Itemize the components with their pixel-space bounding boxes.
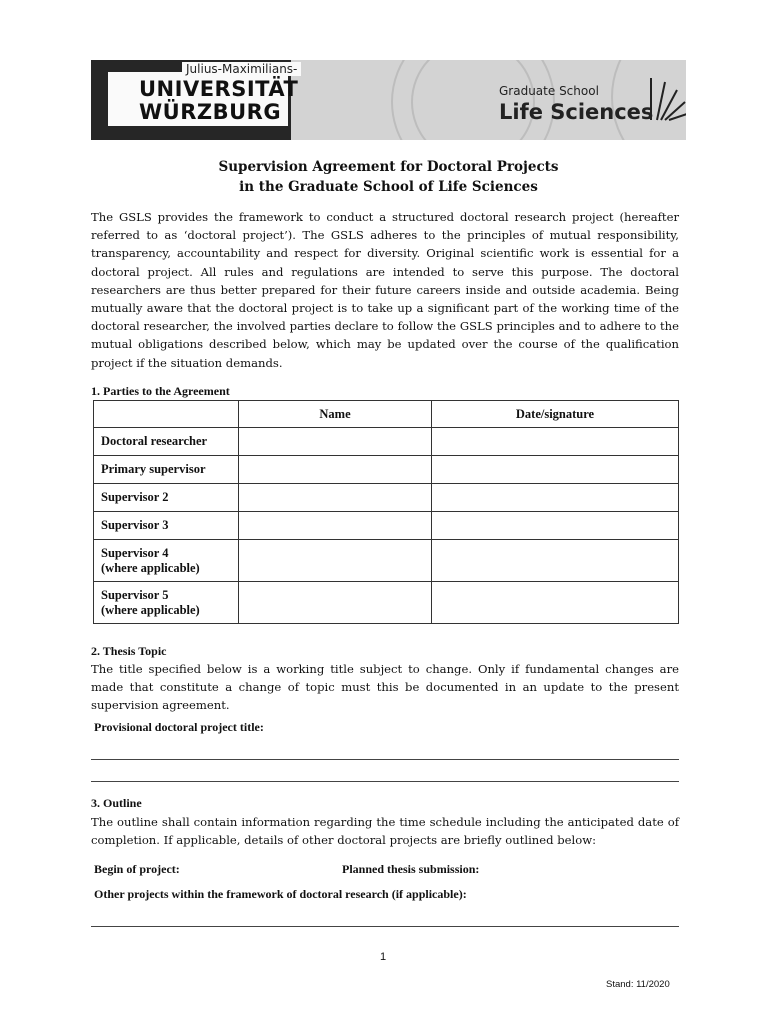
life-sciences-label: Life Sciences: [499, 100, 654, 124]
name-input-cell[interactable]: [239, 582, 432, 624]
other-projects-label: Other projects within the framework of doctoral research (if applicable):: [94, 887, 467, 901]
document-title-line2: in the Graduate School of Life Sciences: [239, 179, 538, 195]
role-cell: Supervisor 3: [94, 512, 239, 540]
uni-name-top: Julius-Maximilians-: [182, 62, 301, 76]
role-note: (where applicable): [101, 602, 200, 617]
section3-heading: 3. Outline: [91, 796, 142, 810]
section2-text: The title specified below is a working title subject to change. Only if fundamental changes are made that constitute a change of topic must this be documented in an update to the present supervision agreement.: [91, 662, 679, 713]
intro-paragraph: The GSLS provides the framework to conduct a structured doctoral research project (hereafter referred to as ‘doctoral project’). The GSLS adheres to the principles of mutual responsibility, transparency, accountability and respect for diversity. Original scientific work is essential for a doctoral project. All rules and regulations are intended to serve this purpose. The doctoral researchers are thus better prepared for their future careers inside and outside academia. Being mutually aware that the doctoral project is to take up a significant part of the working time of the doctoral researcher, the involved parties declare to follow the GSLS principles and to adhere to the mutual obligations described below, which may be updated over the course of the qualification project if the situation demands.: [91, 210, 679, 370]
version-stamp: Stand: 11/2020: [606, 979, 670, 990]
header-banner: [91, 60, 686, 140]
gsls-logo-icon: [647, 74, 686, 124]
name-input-cell[interactable]: [239, 456, 432, 484]
table-row: [94, 456, 679, 484]
header-date-cell: Date/signature: [432, 401, 679, 428]
role-cell: Doctoral researcher: [94, 428, 239, 456]
section2-heading: 2. Thesis Topic: [91, 644, 167, 658]
parties-table: [93, 400, 679, 624]
uni-name-line2: WÜRZBURG: [139, 100, 282, 124]
name-input-cell[interactable]: [239, 540, 432, 582]
table-header-row: [94, 401, 679, 428]
begin-project-label: Begin of project:: [94, 862, 180, 876]
role-cell: [94, 582, 239, 624]
table-row: [94, 582, 679, 624]
project-title-label: Provisional doctoral project title:: [94, 720, 264, 734]
table-row: [94, 484, 679, 512]
header-empty-cell: [94, 401, 239, 428]
document-title-line1: Supervision Agreement for Doctoral Projects: [218, 159, 559, 175]
planned-submission-label: Planned thesis submission:: [342, 862, 480, 876]
role-cell: Supervisor 2: [94, 484, 239, 512]
role-label: Supervisor 4: [101, 545, 169, 560]
page-number: 1: [380, 951, 387, 963]
graduate-school-label: Graduate School: [499, 84, 599, 98]
uni-name-line1: UNIVERSITÄT: [139, 77, 299, 101]
section3-text: The outline shall contain information regarding the time schedule including the anticipated date of completion. If applicable, details of other doctoral projects are briefly outlined below:: [91, 815, 679, 848]
name-input-cell[interactable]: [239, 512, 432, 540]
name-input-cell[interactable]: [239, 484, 432, 512]
header-name-cell: Name: [239, 401, 432, 428]
name-input-cell[interactable]: [239, 428, 432, 456]
signature-input-cell[interactable]: [432, 428, 679, 456]
role-cell: Primary supervisor: [94, 456, 239, 484]
section1-heading: 1. Parties to the Agreement: [91, 384, 230, 398]
signature-input-cell[interactable]: [432, 456, 679, 484]
table-row: [94, 540, 679, 582]
role-cell: [94, 540, 239, 582]
signature-input-cell[interactable]: [432, 512, 679, 540]
title-line-2[interactable]: [91, 781, 679, 782]
signature-input-cell[interactable]: [432, 582, 679, 624]
other-projects-line[interactable]: [91, 926, 679, 927]
signature-input-cell[interactable]: [432, 484, 679, 512]
signature-input-cell[interactable]: [432, 540, 679, 582]
table-row: [94, 512, 679, 540]
role-note: (where applicable): [101, 560, 200, 575]
role-label: Supervisor 5: [101, 587, 169, 602]
table-row: [94, 428, 679, 456]
title-line-1[interactable]: [91, 759, 679, 760]
